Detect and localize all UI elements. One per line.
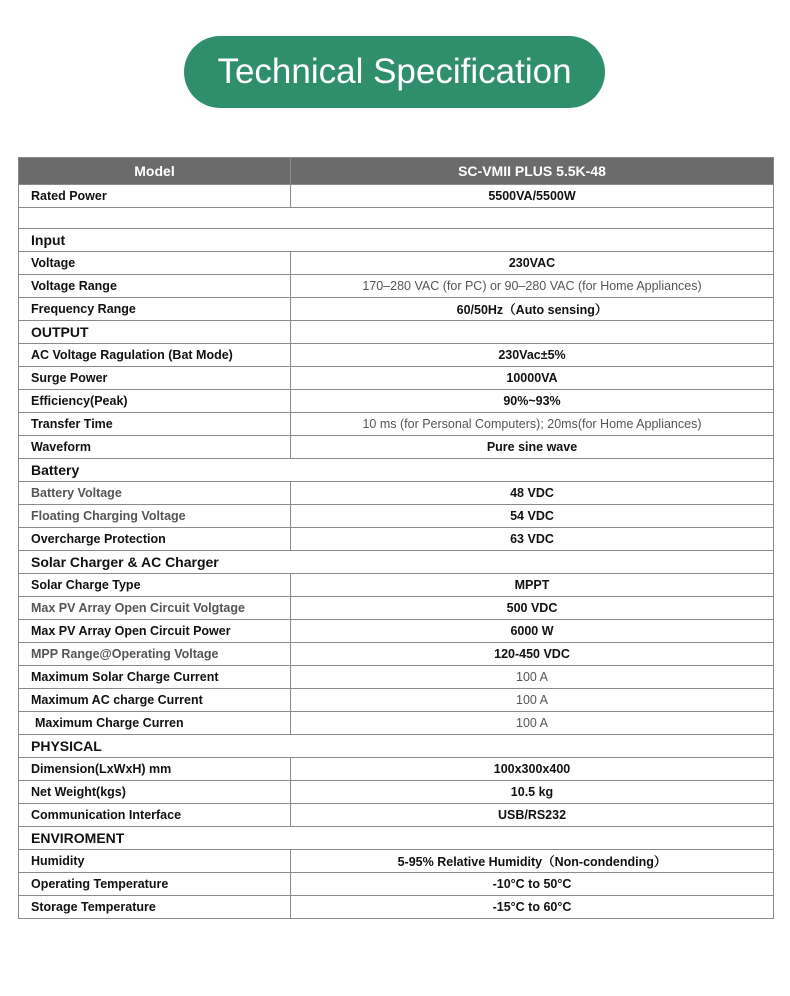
row-value: 48 VDC (291, 482, 774, 505)
table-row (19, 896, 774, 919)
row-value: 5-95% Relative Humidity（Non-condending） (291, 850, 774, 873)
table-row (19, 666, 774, 689)
row-label: Operating Temperature (19, 873, 291, 896)
row-label: Communication Interface (19, 804, 291, 827)
table-row (19, 597, 774, 620)
row-label: Surge Power (19, 367, 291, 390)
table-header-row (19, 158, 774, 185)
spec-table-container (18, 157, 773, 919)
page-title: Technical Specification (184, 36, 605, 108)
table-row (19, 185, 774, 208)
row-value: 54 VDC (291, 505, 774, 528)
row-value: 100x300x400 (291, 758, 774, 781)
row-value: -10°C to 50°C (291, 873, 774, 896)
table-row (19, 367, 774, 390)
table-row (19, 574, 774, 597)
row-value: 6000 W (291, 620, 774, 643)
row-label: Voltage Range (19, 275, 291, 298)
table-row (19, 873, 774, 896)
row-label: MPP Range@Operating Voltage (19, 643, 291, 666)
row-label: Battery Voltage (19, 482, 291, 505)
table-row (19, 620, 774, 643)
row-label: Solar Charge Type (19, 574, 291, 597)
row-label: Maximum AC charge Current (19, 689, 291, 712)
row-value: 90%~93% (291, 390, 774, 413)
row-label: Dimension(LxWxH) mm (19, 758, 291, 781)
row-value: -15°C to 60°C (291, 896, 774, 919)
row-value: 10.5 kg (291, 781, 774, 804)
spec-table (18, 157, 774, 919)
row-label: Transfer Time (19, 413, 291, 436)
row-label: Voltage (19, 252, 291, 275)
table-row (19, 804, 774, 827)
table-row (19, 505, 774, 528)
row-value: 100 A (291, 689, 774, 712)
row-value: 170–280 VAC (for PC) or 90–280 VAC (for Home Appliances) (291, 275, 774, 298)
table-row (19, 344, 774, 367)
row-value: 10000VA (291, 367, 774, 390)
spacer-row (19, 208, 774, 229)
table-row (19, 252, 774, 275)
row-label: Maximum Charge Curren (19, 712, 291, 735)
table-row (19, 298, 774, 321)
row-value: 120-450 VDC (291, 643, 774, 666)
row-value: 10 ms (for Personal Computers); 20ms(for Home Appliances) (291, 413, 774, 436)
row-label: Net Weight(kgs) (19, 781, 291, 804)
row-label: Max PV Array Open Circuit Power (19, 620, 291, 643)
header-model-label: Model (19, 158, 291, 185)
header-model-value: SC-VMII PLUS 5.5K-48 (291, 158, 774, 185)
row-value: 100 A (291, 712, 774, 735)
table-row (19, 758, 774, 781)
row-value: 63 VDC (291, 528, 774, 551)
table-row (19, 850, 774, 873)
row-label: AC Voltage Ragulation (Bat Mode) (19, 344, 291, 367)
section-heading-physical: PHYSICAL (19, 735, 774, 758)
section-heading-environment: ENVIROMENT (19, 827, 774, 850)
row-value: 100 A (291, 666, 774, 689)
table-row (19, 712, 774, 735)
table-row (19, 643, 774, 666)
table-row (19, 528, 774, 551)
section-heading-input: Input (19, 229, 774, 252)
row-value: MPPT (291, 574, 774, 597)
table-row (19, 781, 774, 804)
row-label: Overcharge Protection (19, 528, 291, 551)
section-heading-output: OUTPUT (19, 321, 774, 344)
row-label: Frequency Range (19, 298, 291, 321)
table-row (19, 390, 774, 413)
table-row (19, 413, 774, 436)
row-value: Pure sine wave (291, 436, 774, 459)
row-value: 230Vac±5% (291, 344, 774, 367)
table-row (19, 436, 774, 459)
row-label: Floating Charging Voltage (19, 505, 291, 528)
row-value: 5500VA/5500W (291, 185, 774, 208)
row-label: Maximum Solar Charge Current (19, 666, 291, 689)
row-label: Efficiency(Peak) (19, 390, 291, 413)
table-row (19, 689, 774, 712)
row-label: Rated Power (19, 185, 291, 208)
table-row (19, 482, 774, 505)
section-heading-battery: Battery (19, 459, 774, 482)
row-value: 500 VDC (291, 597, 774, 620)
row-value: USB/RS232 (291, 804, 774, 827)
table-row (19, 275, 774, 298)
row-value: 230VAC (291, 252, 774, 275)
row-label: Storage Temperature (19, 896, 291, 919)
row-label: Humidity (19, 850, 291, 873)
section-heading-charger: Solar Charger & AC Charger (19, 551, 774, 574)
row-label: Max PV Array Open Circuit Volgtage (19, 597, 291, 620)
row-label: Waveform (19, 436, 291, 459)
row-value: 60/50Hz（Auto sensing） (291, 298, 774, 321)
